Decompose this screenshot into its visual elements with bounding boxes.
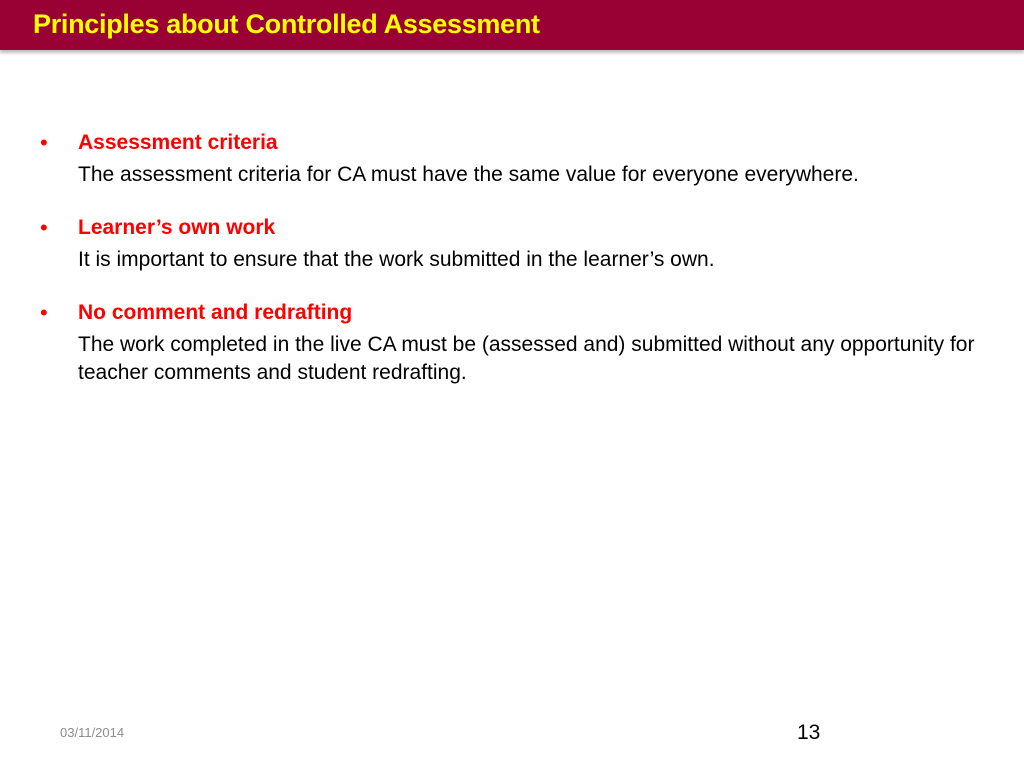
bullet-item-no-comment-redrafting <box>40 298 990 387</box>
title-bar <box>0 0 1024 50</box>
bullet-icon: • <box>40 300 48 325</box>
bullet-body: The work completed in the live CA must be (assessed and) submitted without any opportunity for teacher comments and student redrafting. <box>78 333 975 384</box>
footer-date: 03/11/2014 <box>60 725 125 740</box>
bullet-body: It is important to ensure that the work submitted in the learner’s own. <box>78 248 715 271</box>
slide-content <box>40 128 990 411</box>
slide-title: Principles about Controlled Assessment <box>33 9 540 39</box>
bullet-icon: • <box>40 215 48 240</box>
bullet-heading: Learner’s own work <box>78 216 276 239</box>
bullet-body: The assessment criteria for CA must have the same value for everyone everywhere. <box>78 163 859 186</box>
bullet-icon: • <box>40 130 48 155</box>
bullet-heading: Assessment criteria <box>78 131 278 154</box>
page-number: 13 <box>797 721 821 744</box>
bullet-heading: No comment and redrafting <box>78 301 353 324</box>
bullet-item-learners-own-work <box>40 213 990 274</box>
bullet-item-assessment-criteria <box>40 128 990 189</box>
